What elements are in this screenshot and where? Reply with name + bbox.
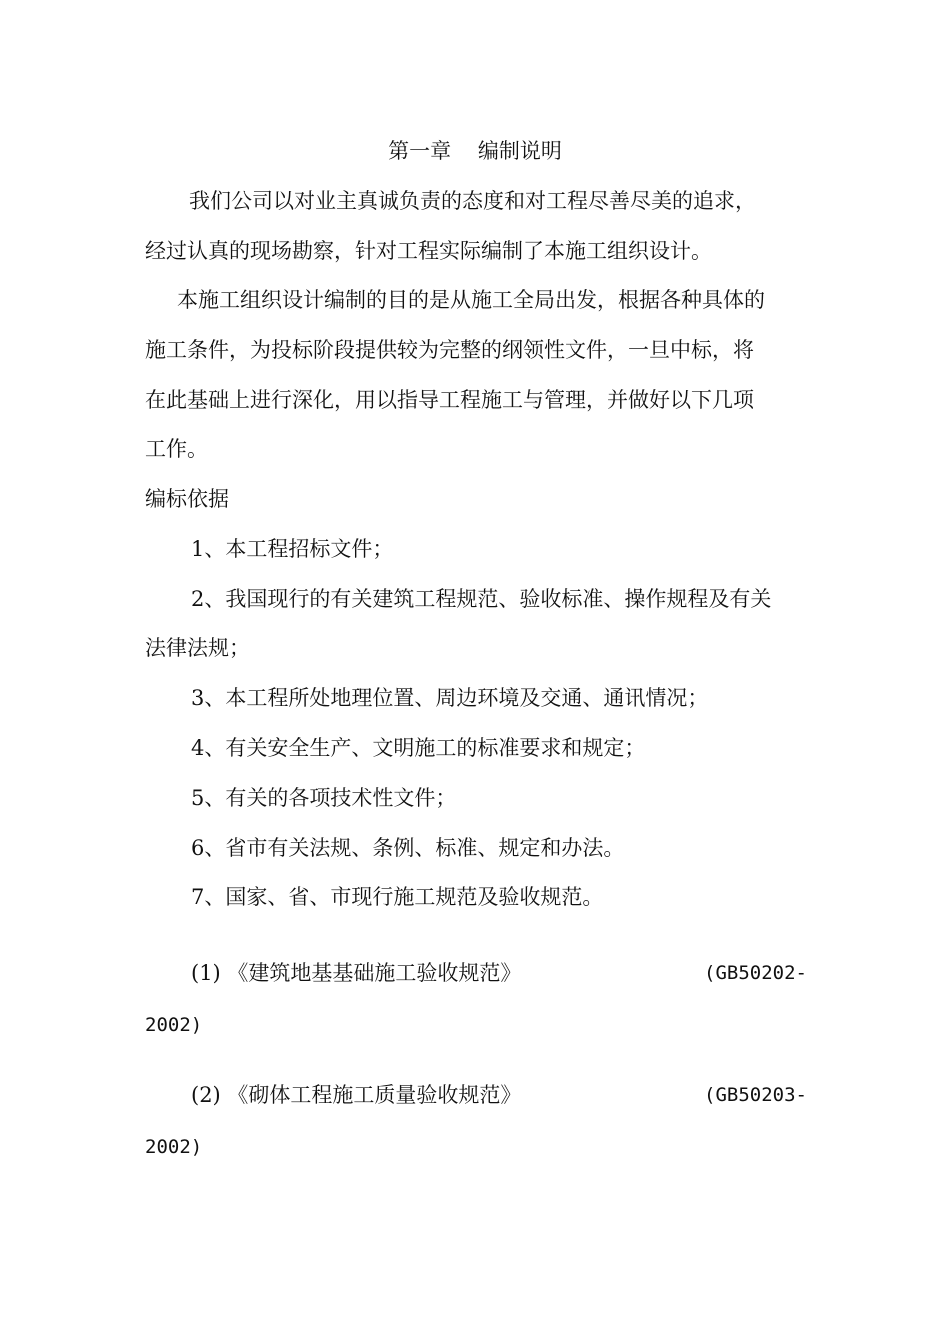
intro-paragraph-1-line-1: 我们公司以对业主真诚负责的态度和对工程尽善尽美的追求， [189, 189, 756, 213]
basis-item-6: 6、省市有关法规、条例、标准、规定和办法。 [191, 836, 625, 860]
standard-year: 2002) [145, 1136, 203, 1158]
intro-paragraph-2-line-3: 在此基础上进行深化，用以指导工程施工与管理，并做好以下几项 [145, 388, 754, 412]
basis-item-4: 4、有关安全生产、文明施工的标准要求和规定； [191, 736, 646, 760]
basis-item-3: 3、本工程所处地理位置、周边环境及交通、通讯情况； [191, 686, 709, 710]
basis-item-5: 5、有关的各项技术性文件； [191, 786, 457, 810]
basis-item-7: 7、国家、省、市现行施工规范及验收规范。 [191, 885, 604, 909]
standard-year: 2002) [145, 1014, 203, 1036]
standard-code: (GB50202- [704, 962, 807, 984]
chapter-title: 第一章 编制说明 [388, 139, 562, 163]
basis-item-2-continued: 法律法规； [145, 636, 250, 660]
standard-name: (1) 《建筑地基基础施工验收规范》 [191, 961, 522, 985]
basis-item-1: 1、本工程招标文件； [191, 537, 394, 561]
intro-paragraph-2-line-2: 施工条件，为投标阶段提供较为完整的纲领性文件，一旦中标，将 [145, 338, 754, 362]
intro-paragraph-2-line-4: 工作。 [145, 437, 208, 461]
basis-heading: 编标依据 [145, 487, 229, 511]
intro-paragraph-1-line-2: 经过认真的现场勘察，针对工程实际编制了本施工组织设计。 [145, 239, 712, 263]
basis-item-2: 2、我国现行的有关建筑工程规范、验收标准、操作规程及有关 [191, 587, 772, 611]
standard-name: (2) 《砌体工程施工质量验收规范》 [191, 1083, 522, 1107]
standard-code: (GB50203- [704, 1084, 807, 1106]
intro-paragraph-2-line-1: 本施工组织设计编制的目的是从施工全局出发，根据各种具体的 [177, 288, 765, 312]
